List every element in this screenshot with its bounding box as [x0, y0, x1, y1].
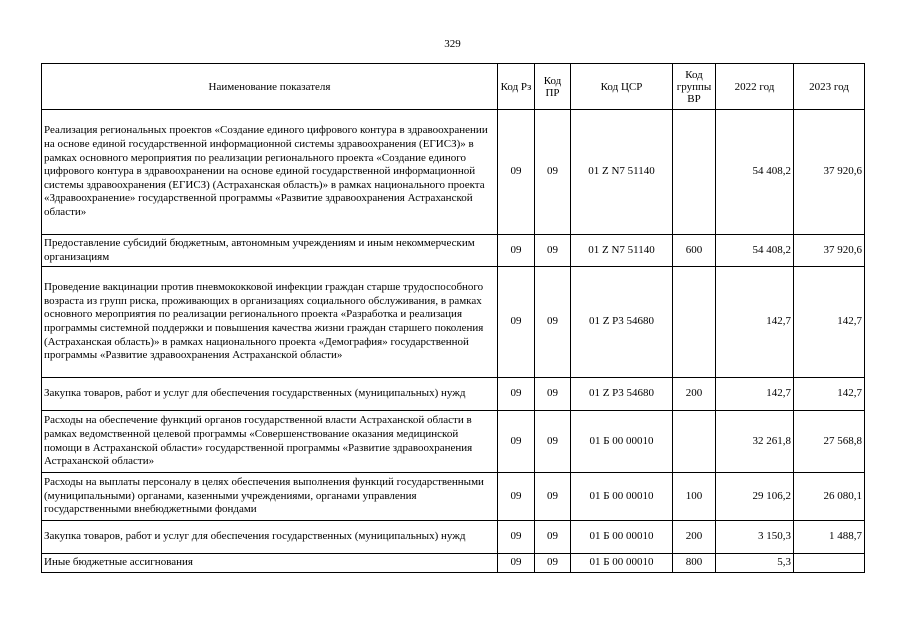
row-2023: 142,7: [794, 378, 865, 411]
row-csr: 01 Б 00 00010: [571, 554, 673, 573]
row-vr: [673, 110, 716, 235]
row-2023: 26 080,1: [794, 473, 865, 521]
row-csr: 01 Z N7 51140: [571, 235, 673, 267]
row-2022: 54 408,2: [716, 110, 794, 235]
header-2023: 2023 год: [794, 64, 865, 110]
row-vr: [673, 267, 716, 378]
row-2022: 54 408,2: [716, 235, 794, 267]
row-rz: 09: [498, 235, 535, 267]
table-row: [42, 235, 865, 267]
row-rz: 09: [498, 378, 535, 411]
row-csr: 01 Z N7 51140: [571, 110, 673, 235]
row-rz: 09: [498, 110, 535, 235]
row-rz: 09: [498, 521, 535, 554]
header-2022: 2022 год: [716, 64, 794, 110]
row-name: Реализация региональных проектов «Создание единого цифрового контура в здравоохранении на основе единой государственной информационной системы здравоохранения (ЕГИСЗ)» в рамках основного мероприятия по реализации регионального проекта «Создание единого цифрового контура в здравоохранении на основе единой государственной информационной системы здравоохранения (ЕГИСЗ) (Астраханская область)» в рамках национального проекта «Здравоохранение» государственной программы «Развитие здравоохранения Астраханской области»: [42, 110, 498, 235]
row-rz: 09: [498, 473, 535, 521]
header-rz: Код Рз: [498, 64, 535, 110]
row-rz: 09: [498, 267, 535, 378]
row-2022: 3 150,3: [716, 521, 794, 554]
row-rz: 09: [498, 554, 535, 573]
row-pr: 09: [535, 235, 571, 267]
row-csr: 01 Z P3 54680: [571, 267, 673, 378]
table-row: [42, 554, 865, 573]
row-pr: 09: [535, 521, 571, 554]
table-row: [42, 411, 865, 473]
row-pr: 09: [535, 411, 571, 473]
row-2022: 29 106,2: [716, 473, 794, 521]
row-2023: 142,7: [794, 267, 865, 378]
row-pr: 09: [535, 110, 571, 235]
row-vr: 800: [673, 554, 716, 573]
row-name: Проведение вакцинации против пневмококковой инфекции граждан старше трудоспособного возраста из групп риска, проживающих в организациях социального обслуживания, в рамках основного мероприятия по реализации регионального проекта «Разработка и реализация программы системной поддержки и повышения качества жизни граждан старшего поколения (Астраханская область)» в рамках национального проекта «Демография» государственной программы «Развитие здравоохранения Астраханской области»: [42, 267, 498, 378]
row-2023: 27 568,8: [794, 411, 865, 473]
row-csr: 01 Б 00 00010: [571, 473, 673, 521]
table-row: [42, 267, 865, 378]
row-csr: 01 Б 00 00010: [571, 521, 673, 554]
row-name: Расходы на обеспечение функций органов государственной власти Астраханской области в рамках ведомственной целевой программы «Совершенствование оказания медицинской помощи в Астраханской области» государственной программы «Развитие здравоохранения Астраханской области»: [42, 411, 498, 473]
page-number: 329: [444, 38, 461, 50]
row-2022: 142,7: [716, 378, 794, 411]
row-csr: 01 Б 00 00010: [571, 411, 673, 473]
row-2023: [794, 554, 865, 573]
row-name: Расходы на выплаты персоналу в целях обеспечения выполнения функций государственными (муниципальными) органами, казенными учреждениями, органами управления государственными внебюджетными фондами: [42, 473, 498, 521]
table-row: [42, 110, 865, 235]
table-header-row: [42, 64, 865, 110]
row-pr: 09: [535, 473, 571, 521]
row-vr: [673, 411, 716, 473]
row-pr: 09: [535, 267, 571, 378]
row-vr: 600: [673, 235, 716, 267]
row-2023: 37 920,6: [794, 110, 865, 235]
row-vr: 200: [673, 378, 716, 411]
row-2023: 37 920,6: [794, 235, 865, 267]
header-vr: Код группы ВР: [673, 64, 716, 110]
table-row: [42, 521, 865, 554]
budget-table: [41, 63, 865, 573]
row-vr: 200: [673, 521, 716, 554]
row-2022: 32 261,8: [716, 411, 794, 473]
row-name: Предоставление субсидий бюджетным, автономным учреждениям и иным некоммерческим организациям: [42, 235, 498, 267]
row-pr: 09: [535, 378, 571, 411]
row-csr: 01 Z P3 54680: [571, 378, 673, 411]
row-2022: 142,7: [716, 267, 794, 378]
table-row: [42, 378, 865, 411]
row-vr: 100: [673, 473, 716, 521]
row-pr: 09: [535, 554, 571, 573]
header-csr: Код ЦСР: [571, 64, 673, 110]
row-name: Закупка товаров, работ и услуг для обеспечения государственных (муниципальных) нужд: [42, 378, 498, 411]
header-name: Наименование показателя: [42, 64, 498, 110]
table-row: [42, 473, 865, 521]
row-name: Иные бюджетные ассигнования: [42, 554, 498, 573]
header-pr: Код ПР: [535, 64, 571, 110]
row-2023: 1 488,7: [794, 521, 865, 554]
row-2022: 5,3: [716, 554, 794, 573]
row-rz: 09: [498, 411, 535, 473]
row-name: Закупка товаров, работ и услуг для обеспечения государственных (муниципальных) нужд: [42, 521, 498, 554]
